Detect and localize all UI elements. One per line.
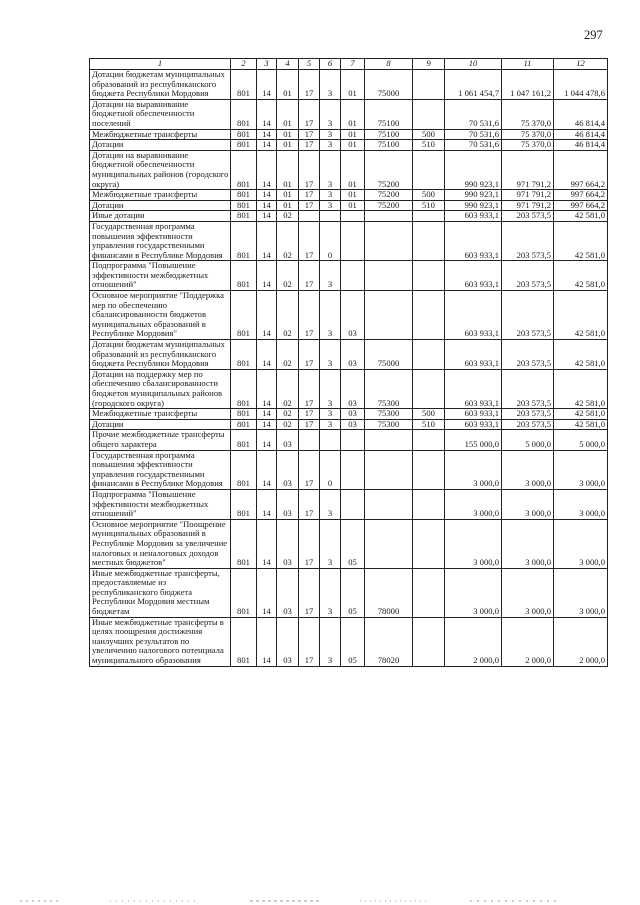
cell-expense-type-code [413,291,445,340]
cell-program-code: 17 [299,221,320,260]
cell-measure-code [341,221,365,260]
cell-subsection-code: 01 [277,190,299,201]
cell-direction-code [365,261,413,291]
cell-item-name: Основное мероприятие "Поощрение муниципальных образований в Республике Мордовия за увеличение налоговых и неналоговых доходов местных бюджетов" [90,519,231,568]
cell-direction-code [365,430,413,450]
table-row [90,140,608,151]
cell-direction-code: 75300 [365,419,413,430]
cell-subsection-code: 02 [277,211,299,222]
cell-subprogram-code: 3 [320,519,341,568]
cell-ministry-code: 801 [231,419,257,430]
cell-amount-year-1: 3 000,0 [445,489,502,519]
cell-expense-type-code [413,211,445,222]
cell-amount-year-2: 971 791,2 [502,190,554,201]
cell-measure-code: 03 [341,369,365,408]
cell-section-code: 14 [257,261,277,291]
cell-amount-year-1: 990 923,1 [445,200,502,211]
cell-amount-year-2: 203 573,5 [502,261,554,291]
cell-expense-type-code: 510 [413,140,445,151]
table-row [90,489,608,519]
cell-ministry-code: 801 [231,291,257,340]
cell-subsection-code: 01 [277,99,299,129]
cell-direction-code [365,211,413,222]
table-row [90,261,608,291]
cell-ministry-code: 801 [231,200,257,211]
cell-subprogram-code: 3 [320,617,341,666]
cell-item-name: Дотации на выравнивание бюджетной обеспеченности поселений [90,99,231,129]
cell-measure-code: 01 [341,99,365,129]
cell-direction-code: 75100 [365,140,413,151]
column-header-6: 6 [320,59,341,70]
cell-subsection-code: 03 [277,519,299,568]
cell-ministry-code: 801 [231,568,257,617]
cell-subsection-code: 01 [277,140,299,151]
cell-measure-code: 03 [341,419,365,430]
cell-subprogram-code: 3 [320,129,341,140]
cell-subsection-code: 02 [277,291,299,340]
cell-direction-code [365,450,413,489]
cell-expense-type-code [413,150,445,189]
cell-section-code: 14 [257,221,277,260]
cell-section-code: 14 [257,430,277,450]
table-row [90,70,608,100]
cell-subprogram-code: 3 [320,99,341,129]
column-header-3: 3 [257,59,277,70]
column-header-12: 12 [554,59,608,70]
cell-amount-year-1: 603 933,1 [445,261,502,291]
cell-subsection-code: 03 [277,489,299,519]
cell-amount-year-3: 42 581,0 [554,261,608,291]
cell-section-code: 14 [257,99,277,129]
cell-expense-type-code [413,99,445,129]
cell-section-code: 14 [257,419,277,430]
cell-amount-year-3: 42 581,0 [554,369,608,408]
scan-artifact-marks [0,895,640,905]
cell-section-code: 14 [257,200,277,211]
table-row [90,221,608,260]
cell-amount-year-3: 42 581,0 [554,409,608,420]
cell-program-code: 17 [299,519,320,568]
budget-table [89,58,608,667]
table-header [90,59,608,70]
cell-item-name: Иные дотации [90,211,231,222]
cell-measure-code: 05 [341,519,365,568]
cell-ministry-code: 801 [231,150,257,189]
cell-section-code: 14 [257,190,277,201]
cell-amount-year-3: 3 000,0 [554,489,608,519]
cell-subsection-code: 02 [277,261,299,291]
cell-item-name: Дотации на выравнивание бюджетной обеспеченности муниципальных районов (городского округа) [90,150,231,189]
cell-section-code: 14 [257,140,277,151]
cell-section-code: 14 [257,211,277,222]
cell-amount-year-1: 603 933,1 [445,221,502,260]
cell-amount-year-3: 46 814,4 [554,129,608,140]
cell-section-code: 14 [257,70,277,100]
cell-amount-year-2: 203 573,5 [502,211,554,222]
page-number: 297 [584,28,603,42]
cell-item-name: Иные межбюджетные трансферты, предоставляемые из республиканского бюджета Республики Мордовия местным бюджетам [90,568,231,617]
table-row [90,568,608,617]
cell-amount-year-3: 1 044 478,6 [554,70,608,100]
cell-direction-code: 75200 [365,150,413,189]
cell-measure-code [341,489,365,519]
table-row [90,99,608,129]
cell-subprogram-code: 3 [320,419,341,430]
cell-amount-year-2: 203 573,5 [502,291,554,340]
cell-direction-code [365,519,413,568]
cell-item-name: Государственная программа повышения эффективности управления государственными финансами в Республике Мордовия [90,221,231,260]
cell-item-name: Дотации [90,140,231,151]
cell-subprogram-code: 3 [320,489,341,519]
cell-amount-year-3: 997 664,2 [554,150,608,189]
cell-expense-type-code: 500 [413,129,445,140]
cell-subprogram-code: 3 [320,140,341,151]
cell-item-name: Основное мероприятие "Поддержка мер по обеспечению сбалансированности бюджетов муниципальных образований в Республике Мордовия" [90,291,231,340]
cell-amount-year-2: 75 370,0 [502,140,554,151]
cell-amount-year-1: 70 531,6 [445,99,502,129]
table-row [90,211,608,222]
cell-subprogram-code: 3 [320,190,341,201]
cell-measure-code: 01 [341,150,365,189]
cell-amount-year-1: 1 061 454,7 [445,70,502,100]
cell-item-name: Государственная программа повышения эффективности управления государственными финансами в Республике Мордовия [90,450,231,489]
cell-amount-year-3: 42 581,0 [554,291,608,340]
cell-expense-type-code [413,617,445,666]
cell-amount-year-2: 3 000,0 [502,450,554,489]
column-header-9: 9 [413,59,445,70]
table-row [90,409,608,420]
cell-ministry-code: 801 [231,519,257,568]
cell-program-code: 17 [299,409,320,420]
cell-direction-code [365,489,413,519]
cell-section-code: 14 [257,150,277,189]
cell-measure-code: 01 [341,129,365,140]
cell-amount-year-1: 2 000,0 [445,617,502,666]
cell-program-code [299,430,320,450]
cell-amount-year-1: 603 933,1 [445,409,502,420]
table-row [90,430,608,450]
cell-program-code: 17 [299,450,320,489]
cell-item-name: Дотации [90,200,231,211]
cell-ministry-code: 801 [231,221,257,260]
cell-program-code: 17 [299,140,320,151]
cell-amount-year-3: 5 000,0 [554,430,608,450]
cell-expense-type-code [413,369,445,408]
table-row [90,200,608,211]
table-body [90,70,608,667]
cell-expense-type-code: 500 [413,409,445,420]
cell-expense-type-code [413,489,445,519]
cell-expense-type-code [413,70,445,100]
cell-amount-year-2: 1 047 161,2 [502,70,554,100]
cell-section-code: 14 [257,291,277,340]
cell-amount-year-1: 3 000,0 [445,519,502,568]
cell-expense-type-code [413,450,445,489]
table-row [90,519,608,568]
cell-subsection-code: 01 [277,129,299,140]
cell-item-name: Прочие межбюджетные трансферты общего характера [90,430,231,450]
table-row [90,129,608,140]
cell-amount-year-2: 203 573,5 [502,409,554,420]
cell-subprogram-code: 3 [320,261,341,291]
cell-amount-year-3: 997 664,2 [554,190,608,201]
cell-expense-type-code [413,430,445,450]
cell-ministry-code: 801 [231,340,257,370]
cell-measure-code: 05 [341,568,365,617]
cell-direction-code: 75100 [365,129,413,140]
cell-amount-year-1: 603 933,1 [445,291,502,340]
cell-item-name: Дотации бюджетам муниципальных образований из республиканского бюджета Республики Мордовия [90,70,231,100]
cell-amount-year-1: 990 923,1 [445,190,502,201]
cell-subsection-code: 02 [277,409,299,420]
cell-amount-year-1: 603 933,1 [445,340,502,370]
cell-subprogram-code: 3 [320,291,341,340]
header-row [90,59,608,70]
cell-item-name: Межбюджетные трансферты [90,190,231,201]
cell-ministry-code: 801 [231,369,257,408]
cell-expense-type-code [413,519,445,568]
cell-amount-year-2: 971 791,2 [502,200,554,211]
cell-ministry-code: 801 [231,450,257,489]
cell-program-code: 17 [299,617,320,666]
cell-amount-year-2: 3 000,0 [502,489,554,519]
table-row [90,291,608,340]
cell-section-code: 14 [257,568,277,617]
cell-ministry-code: 801 [231,261,257,291]
cell-amount-year-1: 70 531,6 [445,129,502,140]
cell-program-code: 17 [299,200,320,211]
column-header-7: 7 [341,59,365,70]
cell-ministry-code: 801 [231,409,257,420]
table-row [90,617,608,666]
cell-amount-year-1: 3 000,0 [445,568,502,617]
cell-amount-year-1: 603 933,1 [445,419,502,430]
cell-subsection-code: 03 [277,450,299,489]
cell-measure-code: 03 [341,409,365,420]
cell-subprogram-code: 3 [320,409,341,420]
cell-amount-year-3: 2 000,0 [554,617,608,666]
cell-section-code: 14 [257,369,277,408]
cell-program-code: 17 [299,261,320,291]
cell-program-code: 17 [299,489,320,519]
cell-section-code: 14 [257,617,277,666]
cell-amount-year-2: 2 000,0 [502,617,554,666]
cell-measure-code: 01 [341,200,365,211]
cell-ministry-code: 801 [231,430,257,450]
cell-direction-code [365,291,413,340]
cell-amount-year-3: 42 581,0 [554,419,608,430]
cell-amount-year-2: 75 370,0 [502,129,554,140]
cell-direction-code: 75100 [365,99,413,129]
cell-subprogram-code [320,430,341,450]
cell-amount-year-2: 5 000,0 [502,430,554,450]
column-header-11: 11 [502,59,554,70]
cell-measure-code [341,450,365,489]
cell-amount-year-2: 3 000,0 [502,568,554,617]
cell-program-code: 17 [299,190,320,201]
column-header-2: 2 [231,59,257,70]
cell-ministry-code: 801 [231,129,257,140]
cell-amount-year-1: 3 000,0 [445,450,502,489]
cell-amount-year-2: 203 573,5 [502,340,554,370]
cell-program-code: 17 [299,340,320,370]
cell-amount-year-3: 42 581,0 [554,221,608,260]
cell-measure-code: 03 [341,340,365,370]
cell-measure-code: 01 [341,190,365,201]
cell-subsection-code: 01 [277,70,299,100]
cell-amount-year-3: 42 581,0 [554,340,608,370]
cell-measure-code [341,211,365,222]
cell-direction-code: 78020 [365,617,413,666]
cell-ministry-code: 801 [231,99,257,129]
cell-subprogram-code: 0 [320,221,341,260]
cell-item-name: Межбюджетные трансферты [90,129,231,140]
cell-amount-year-3: 42 581,0 [554,211,608,222]
cell-section-code: 14 [257,519,277,568]
cell-program-code: 17 [299,70,320,100]
cell-program-code: 17 [299,291,320,340]
cell-item-name: Дотации на поддержку мер по обеспечению сбалансированности бюджетов муниципальных районов (городского округа) [90,369,231,408]
cell-subprogram-code: 3 [320,369,341,408]
cell-program-code: 17 [299,150,320,189]
cell-item-name: Подпрограмма "Повышение эффективности межбюджетных отношений" [90,489,231,519]
cell-item-name: Подпрограмма "Повышение эффективности межбюджетных отношений" [90,261,231,291]
cell-measure-code: 05 [341,617,365,666]
cell-amount-year-1: 603 933,1 [445,369,502,408]
cell-ministry-code: 801 [231,140,257,151]
cell-amount-year-1: 155 000,0 [445,430,502,450]
cell-ministry-code: 801 [231,70,257,100]
column-header-10: 10 [445,59,502,70]
cell-amount-year-2: 75 370,0 [502,99,554,129]
cell-expense-type-code [413,568,445,617]
cell-subprogram-code: 3 [320,340,341,370]
cell-amount-year-2: 971 791,2 [502,150,554,189]
cell-program-code: 17 [299,99,320,129]
cell-expense-type-code: 510 [413,419,445,430]
cell-subsection-code: 03 [277,617,299,666]
cell-direction-code: 75300 [365,369,413,408]
cell-subprogram-code: 3 [320,150,341,189]
cell-amount-year-3: 3 000,0 [554,450,608,489]
cell-amount-year-2: 203 573,5 [502,221,554,260]
cell-item-name: Дотации [90,419,231,430]
cell-item-name: Межбюджетные трансферты [90,409,231,420]
column-header-1: 1 [90,59,231,70]
cell-expense-type-code [413,221,445,260]
cell-section-code: 14 [257,450,277,489]
cell-expense-type-code: 510 [413,200,445,211]
cell-subsection-code: 02 [277,369,299,408]
cell-program-code: 17 [299,129,320,140]
cell-program-code: 17 [299,419,320,430]
cell-section-code: 14 [257,340,277,370]
cell-ministry-code: 801 [231,190,257,201]
cell-direction-code: 75200 [365,190,413,201]
cell-item-name: Иные межбюджетные трансферты в целях поощрения достижения наилучших результатов по увеличению налогового потенциала муниципального образования [90,617,231,666]
cell-measure-code [341,261,365,291]
cell-amount-year-3: 3 000,0 [554,519,608,568]
cell-program-code [299,211,320,222]
cell-direction-code: 75000 [365,340,413,370]
cell-subprogram-code: 0 [320,450,341,489]
cell-amount-year-1: 990 923,1 [445,150,502,189]
cell-amount-year-2: 203 573,5 [502,419,554,430]
column-header-4: 4 [277,59,299,70]
cell-ministry-code: 801 [231,617,257,666]
cell-amount-year-3: 997 664,2 [554,200,608,211]
cell-direction-code: 75000 [365,70,413,100]
table-row [90,450,608,489]
cell-measure-code: 01 [341,70,365,100]
cell-measure-code [341,430,365,450]
cell-amount-year-3: 46 814,4 [554,140,608,151]
cell-program-code: 17 [299,568,320,617]
cell-measure-code: 01 [341,140,365,151]
cell-subprogram-code: 3 [320,200,341,211]
cell-subsection-code: 01 [277,150,299,189]
cell-amount-year-2: 3 000,0 [502,519,554,568]
table-row [90,419,608,430]
cell-direction-code: 78000 [365,568,413,617]
cell-subprogram-code: 3 [320,70,341,100]
cell-section-code: 14 [257,489,277,519]
table-row [90,369,608,408]
cell-measure-code: 03 [341,291,365,340]
cell-ministry-code: 801 [231,489,257,519]
cell-section-code: 14 [257,129,277,140]
cell-amount-year-3: 46 814,4 [554,99,608,129]
cell-subsection-code: 02 [277,340,299,370]
cell-subsection-code: 01 [277,200,299,211]
cell-subprogram-code [320,211,341,222]
cell-subsection-code: 03 [277,568,299,617]
cell-amount-year-1: 70 531,6 [445,140,502,151]
cell-amount-year-1: 603 933,1 [445,211,502,222]
cell-subsection-code: 02 [277,221,299,260]
cell-expense-type-code [413,340,445,370]
column-header-5: 5 [299,59,320,70]
cell-ministry-code: 801 [231,211,257,222]
cell-expense-type-code [413,261,445,291]
cell-subsection-code: 03 [277,430,299,450]
cell-expense-type-code: 500 [413,190,445,201]
cell-amount-year-3: 3 000,0 [554,568,608,617]
column-header-8: 8 [365,59,413,70]
cell-amount-year-2: 203 573,5 [502,369,554,408]
cell-subsection-code: 02 [277,419,299,430]
cell-item-name: Дотации бюджетам муниципальных образований из республиканского бюджета Республики Мордовия [90,340,231,370]
cell-program-code: 17 [299,369,320,408]
table-row [90,340,608,370]
cell-subprogram-code: 3 [320,568,341,617]
cell-direction-code: 75200 [365,200,413,211]
table-row [90,190,608,201]
cell-direction-code [365,221,413,260]
cell-direction-code: 75300 [365,409,413,420]
cell-section-code: 14 [257,409,277,420]
table-row [90,150,608,189]
